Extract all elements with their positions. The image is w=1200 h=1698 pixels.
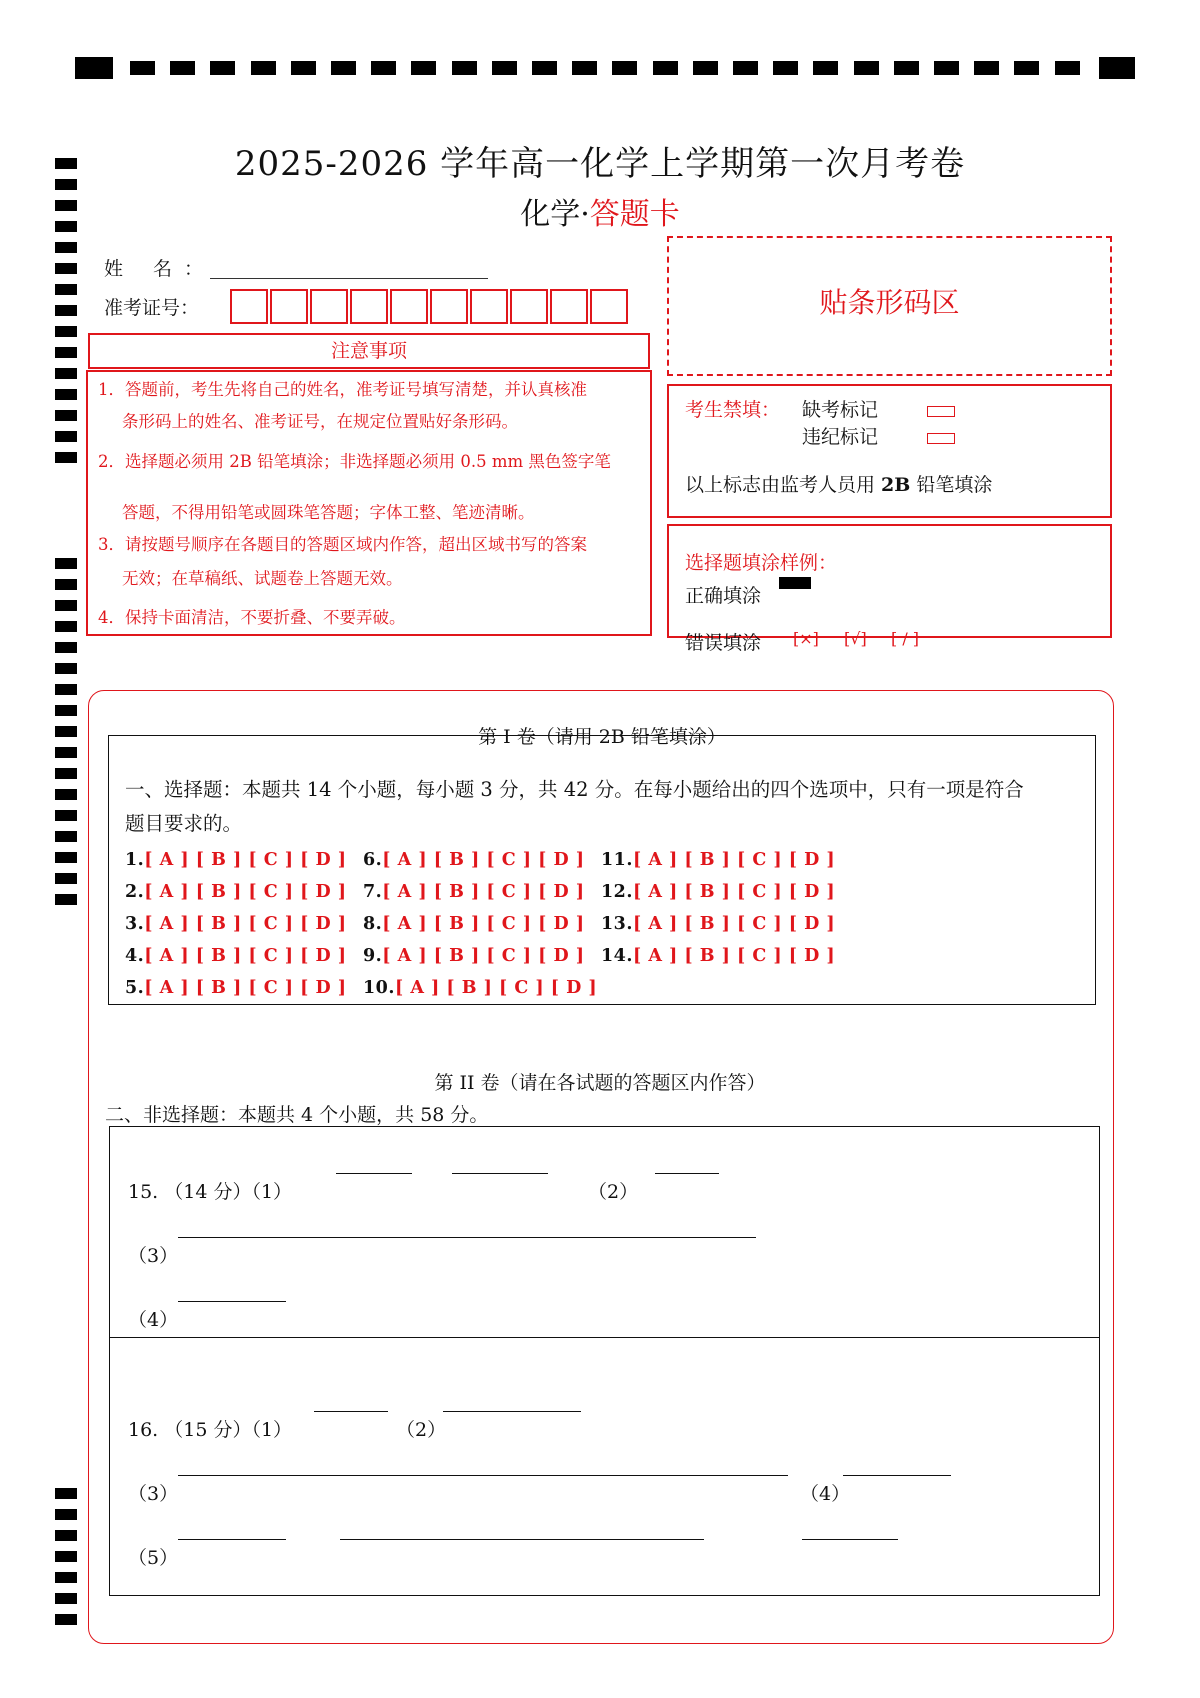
q15-blank-2[interactable] xyxy=(655,1173,719,1174)
timing-mark xyxy=(210,61,235,75)
mc-question[interactable] xyxy=(125,882,347,902)
mc-question-number: 3. xyxy=(125,914,145,934)
barcode-label: 贴条形码区 xyxy=(819,286,960,319)
mc-question-number: 11. xyxy=(601,850,633,870)
q15-blank-3[interactable] xyxy=(178,1237,756,1238)
mc-options[interactable]: [ A ] [ B ] [ C ] [ D ] xyxy=(382,850,585,870)
mc-options[interactable]: [ A ] [ B ] [ C ] [ D ] xyxy=(144,978,347,998)
timing-mark xyxy=(55,326,77,337)
timing-mark xyxy=(492,61,517,75)
timing-mark xyxy=(1099,57,1135,79)
absent-mark-label: 缺考标记 xyxy=(802,399,879,421)
timing-mark xyxy=(411,61,436,75)
exam-id-digit-box[interactable] xyxy=(430,289,468,324)
timing-mark xyxy=(55,684,77,695)
subtitle-subject: 化学· xyxy=(520,197,590,232)
timing-mark xyxy=(55,347,77,358)
mc-question[interactable] xyxy=(363,850,585,870)
timing-mark xyxy=(55,747,77,758)
q16-blank-4[interactable] xyxy=(843,1475,951,1476)
mc-question[interactable] xyxy=(363,946,585,966)
mc-question[interactable] xyxy=(125,914,347,934)
wrong-mark-cross: [×] xyxy=(793,629,819,648)
mc-question[interactable] xyxy=(601,914,835,934)
timing-mark xyxy=(55,663,77,674)
mc-options[interactable]: [ A ] [ B ] [ C ] [ D ] xyxy=(394,978,598,998)
mc-options[interactable]: [ A ] [ B ] [ C ] [ D ] xyxy=(632,882,836,902)
notice-item: 条形码上的姓名、准考证号，在规定位置贴好条形码。 xyxy=(122,412,518,431)
fill-sample-box xyxy=(667,524,1112,654)
mc-question[interactable] xyxy=(125,946,347,966)
mc-question-number: 2. xyxy=(125,882,145,902)
timing-mark xyxy=(55,810,77,821)
exam-id-digit-box[interactable] xyxy=(550,289,588,324)
wrong-mark-slash: [ / ] xyxy=(891,629,920,648)
q16-blank-5b[interactable] xyxy=(340,1539,704,1540)
part1-heading: 第 I 卷（请用 2B 铅笔填涂） xyxy=(478,726,726,748)
q15-blank-4[interactable] xyxy=(178,1301,286,1302)
timing-mark xyxy=(55,284,77,295)
timing-mark xyxy=(55,768,77,779)
timing-mark xyxy=(55,431,77,442)
q16-part2-label: （2） xyxy=(396,1419,447,1441)
timing-mark xyxy=(55,410,77,421)
timing-mark xyxy=(55,305,77,316)
q16-blank-5c[interactable] xyxy=(802,1539,898,1540)
mc-question-number: 5. xyxy=(125,978,145,998)
exam-id-digit-box[interactable] xyxy=(350,289,388,324)
exam-id-digit-box[interactable] xyxy=(270,289,308,324)
timing-mark xyxy=(572,61,597,75)
q16-part4-label: （4） xyxy=(800,1483,851,1505)
correct-fill-label: 正确填涂 xyxy=(685,585,762,607)
non-choice-box xyxy=(109,1126,1100,1596)
timing-mark xyxy=(55,831,77,842)
timing-mark xyxy=(55,263,77,274)
q16-blank-2[interactable] xyxy=(443,1411,581,1412)
part1-instruction: 一、选择题：本题共 14 个小题，每小题 3 分，共 42 分。在每小题给出的四个选项中，只有一项是符合 xyxy=(125,778,1024,801)
exam-id-digit-box[interactable] xyxy=(390,289,428,324)
violation-mark-label: 违纪标记 xyxy=(802,426,879,448)
timing-mark xyxy=(55,894,77,905)
timing-mark xyxy=(55,642,77,653)
mc-options[interactable]: [ A ] [ B ] [ C ] [ D ] xyxy=(382,946,585,966)
mc-question[interactable] xyxy=(125,850,347,870)
timing-mark xyxy=(170,61,195,75)
wrong-mark-check: [√] xyxy=(844,629,867,648)
absent-mark-box[interactable] xyxy=(927,406,955,417)
timing-mark xyxy=(55,579,77,590)
name-field[interactable] xyxy=(210,278,488,279)
q15-label: 15. （14 分）（1） xyxy=(128,1181,293,1203)
question-divider xyxy=(109,1337,1099,1338)
subtitle-answer-card: 答题卡 xyxy=(589,197,680,232)
timing-mark xyxy=(55,1593,77,1604)
name-label: 姓 名： xyxy=(104,258,216,280)
timing-mark xyxy=(693,61,718,75)
timing-mark xyxy=(55,852,77,863)
proctor-note xyxy=(685,470,992,497)
mc-options[interactable]: [ A ] [ B ] [ C ] [ D ] xyxy=(382,882,585,902)
timing-mark xyxy=(55,452,77,463)
timing-mark xyxy=(733,61,758,75)
page-subtitle xyxy=(0,189,1200,233)
notice-heading: 注意事项 xyxy=(88,333,650,369)
timing-mark xyxy=(55,789,77,800)
q16-blank-1[interactable] xyxy=(314,1411,388,1412)
mc-question-number: 6. xyxy=(363,850,383,870)
timing-mark xyxy=(291,61,316,75)
q16-part5-label: （5） xyxy=(128,1547,179,1569)
timing-mark xyxy=(75,57,113,79)
exam-id-digit-box[interactable] xyxy=(470,289,508,324)
mc-options[interactable]: [ A ] [ B ] [ C ] [ D ] xyxy=(144,914,347,934)
mc-options[interactable]: [ A ] [ B ] [ C ] [ D ] xyxy=(632,946,836,966)
violation-mark-box[interactable] xyxy=(927,433,955,444)
q15-part2-label: （2） xyxy=(588,1181,639,1203)
timing-mark-column xyxy=(55,0,79,1698)
timing-mark xyxy=(55,600,77,611)
timing-mark xyxy=(813,61,838,75)
timing-mark xyxy=(974,61,999,75)
mc-question-number: 8. xyxy=(363,914,383,934)
exam-id-digit-box[interactable] xyxy=(510,289,548,324)
page-title: 2025-2026 学年高一化学上学期第一次月考卷 xyxy=(234,144,966,184)
barcode-zone xyxy=(667,236,1112,376)
timing-mark xyxy=(1014,61,1039,75)
notice-item: 答题，不得用铅笔或圆珠笔答题；字体工整、笔迹清晰。 xyxy=(122,503,535,522)
mc-options[interactable]: [ A ] [ B ] [ C ] [ D ] xyxy=(144,882,347,902)
timing-mark xyxy=(55,558,77,569)
q16-blank-5a[interactable] xyxy=(178,1539,286,1540)
mc-options[interactable]: [ A ] [ B ] [ C ] [ D ] xyxy=(382,914,585,934)
notice-item: 4．保持卡面清洁，不要折叠、不要弄破。 xyxy=(98,608,406,627)
proctor-note-text: 以上标志由监考人员用 xyxy=(685,474,882,496)
timing-mark xyxy=(55,873,77,884)
timing-mark xyxy=(55,1530,77,1541)
q16-blank-3[interactable] xyxy=(178,1475,788,1476)
notice-item: 2．选择题必须用 2B 铅笔填涂；非选择题必须用 0.5 mm 黑色签字笔 xyxy=(98,452,611,471)
mc-question[interactable] xyxy=(601,882,835,902)
multiple-choice-box xyxy=(108,726,1096,1005)
q15-part3-label: （3） xyxy=(128,1245,179,1267)
timing-mark xyxy=(251,61,276,75)
mc-question-number: 10. xyxy=(363,978,395,998)
notice-box xyxy=(86,370,652,636)
timing-mark xyxy=(55,1509,77,1520)
mc-question-number: 9. xyxy=(363,946,383,966)
notice-item: 1．答题前，考生先将自己的姓名，准考证号填写清楚，并认真核准 xyxy=(98,380,587,399)
timing-mark xyxy=(371,61,396,75)
timing-mark xyxy=(55,389,77,400)
timing-mark xyxy=(612,61,637,75)
q15-part4-label: （4） xyxy=(128,1309,179,1331)
timing-mark xyxy=(773,61,798,75)
correct-fill-mark xyxy=(779,577,811,589)
timing-mark xyxy=(55,242,77,253)
timing-mark xyxy=(55,726,77,737)
timing-mark xyxy=(55,1572,77,1583)
part1-instruction: 题目要求的。 xyxy=(125,812,243,835)
q16-label: 16. （15 分）（1） xyxy=(128,1419,293,1441)
mc-question-number: 4. xyxy=(125,946,145,966)
timing-mark xyxy=(55,1488,77,1499)
timing-mark xyxy=(55,1614,77,1625)
mc-question-number: 13. xyxy=(601,914,633,934)
timing-mark-bar xyxy=(75,57,1135,79)
mc-question-number: 7. xyxy=(363,882,383,902)
timing-mark xyxy=(130,61,155,75)
q16-part3-label: （3） xyxy=(128,1483,179,1505)
wrong-fill-label: 错误填涂 xyxy=(685,632,762,654)
mc-question[interactable] xyxy=(601,850,835,870)
timing-mark xyxy=(55,368,77,379)
notice-item: 3．请按题号顺序在各题目的答题区域内作答，超出区域书写的答案 xyxy=(98,535,587,554)
exam-id-label: 准考证号： xyxy=(104,297,200,319)
mc-question-number: 12. xyxy=(601,882,633,902)
mc-options[interactable]: [ A ] [ B ] [ C ] [ D ] xyxy=(144,850,347,870)
q15-blank-1a[interactable] xyxy=(336,1173,412,1174)
mc-question-number: 14. xyxy=(601,946,633,966)
notice-item: 无效；在草稿纸、试题卷上答题无效。 xyxy=(122,569,403,588)
exam-id-digit-box[interactable] xyxy=(590,289,628,324)
mc-question[interactable] xyxy=(601,946,835,966)
sample-title: 选择题填涂样例： xyxy=(685,552,838,574)
timing-mark xyxy=(854,61,879,75)
timing-mark xyxy=(452,61,477,75)
timing-mark xyxy=(55,705,77,716)
part2-heading: 第 II 卷（请在各试题的答题区内作答） xyxy=(434,1072,766,1094)
mc-question[interactable] xyxy=(363,978,597,998)
mc-options[interactable]: [ A ] [ B ] [ C ] [ D ] xyxy=(632,850,836,870)
timing-mark xyxy=(532,61,557,75)
exam-id-digit-box[interactable] xyxy=(310,289,348,324)
proctor-label: 考生禁填： xyxy=(685,399,781,421)
mc-question[interactable] xyxy=(125,978,347,998)
timing-mark xyxy=(934,61,959,75)
part2-instruction: 二、非选择题：本题共 4 个小题，共 58 分。 xyxy=(105,1104,489,1126)
timing-mark xyxy=(653,61,678,75)
mc-question-number: 1. xyxy=(125,850,145,870)
exam-id-digit-box[interactable] xyxy=(230,289,268,324)
proctor-box xyxy=(667,384,1112,518)
q15-blank-1b[interactable] xyxy=(452,1173,548,1174)
timing-mark xyxy=(55,621,77,632)
proctor-note-text: 铅笔填涂 xyxy=(910,474,993,496)
mc-options[interactable]: [ A ] [ B ] [ C ] [ D ] xyxy=(144,946,347,966)
timing-mark xyxy=(331,61,356,75)
mc-options[interactable]: [ A ] [ B ] [ C ] [ D ] xyxy=(632,914,836,934)
mc-question[interactable] xyxy=(363,882,585,902)
timing-mark xyxy=(55,1551,77,1562)
timing-mark xyxy=(1055,61,1080,75)
mc-question[interactable] xyxy=(363,914,585,934)
proctor-note-pencil: 2B xyxy=(881,474,911,496)
timing-mark xyxy=(894,61,919,75)
